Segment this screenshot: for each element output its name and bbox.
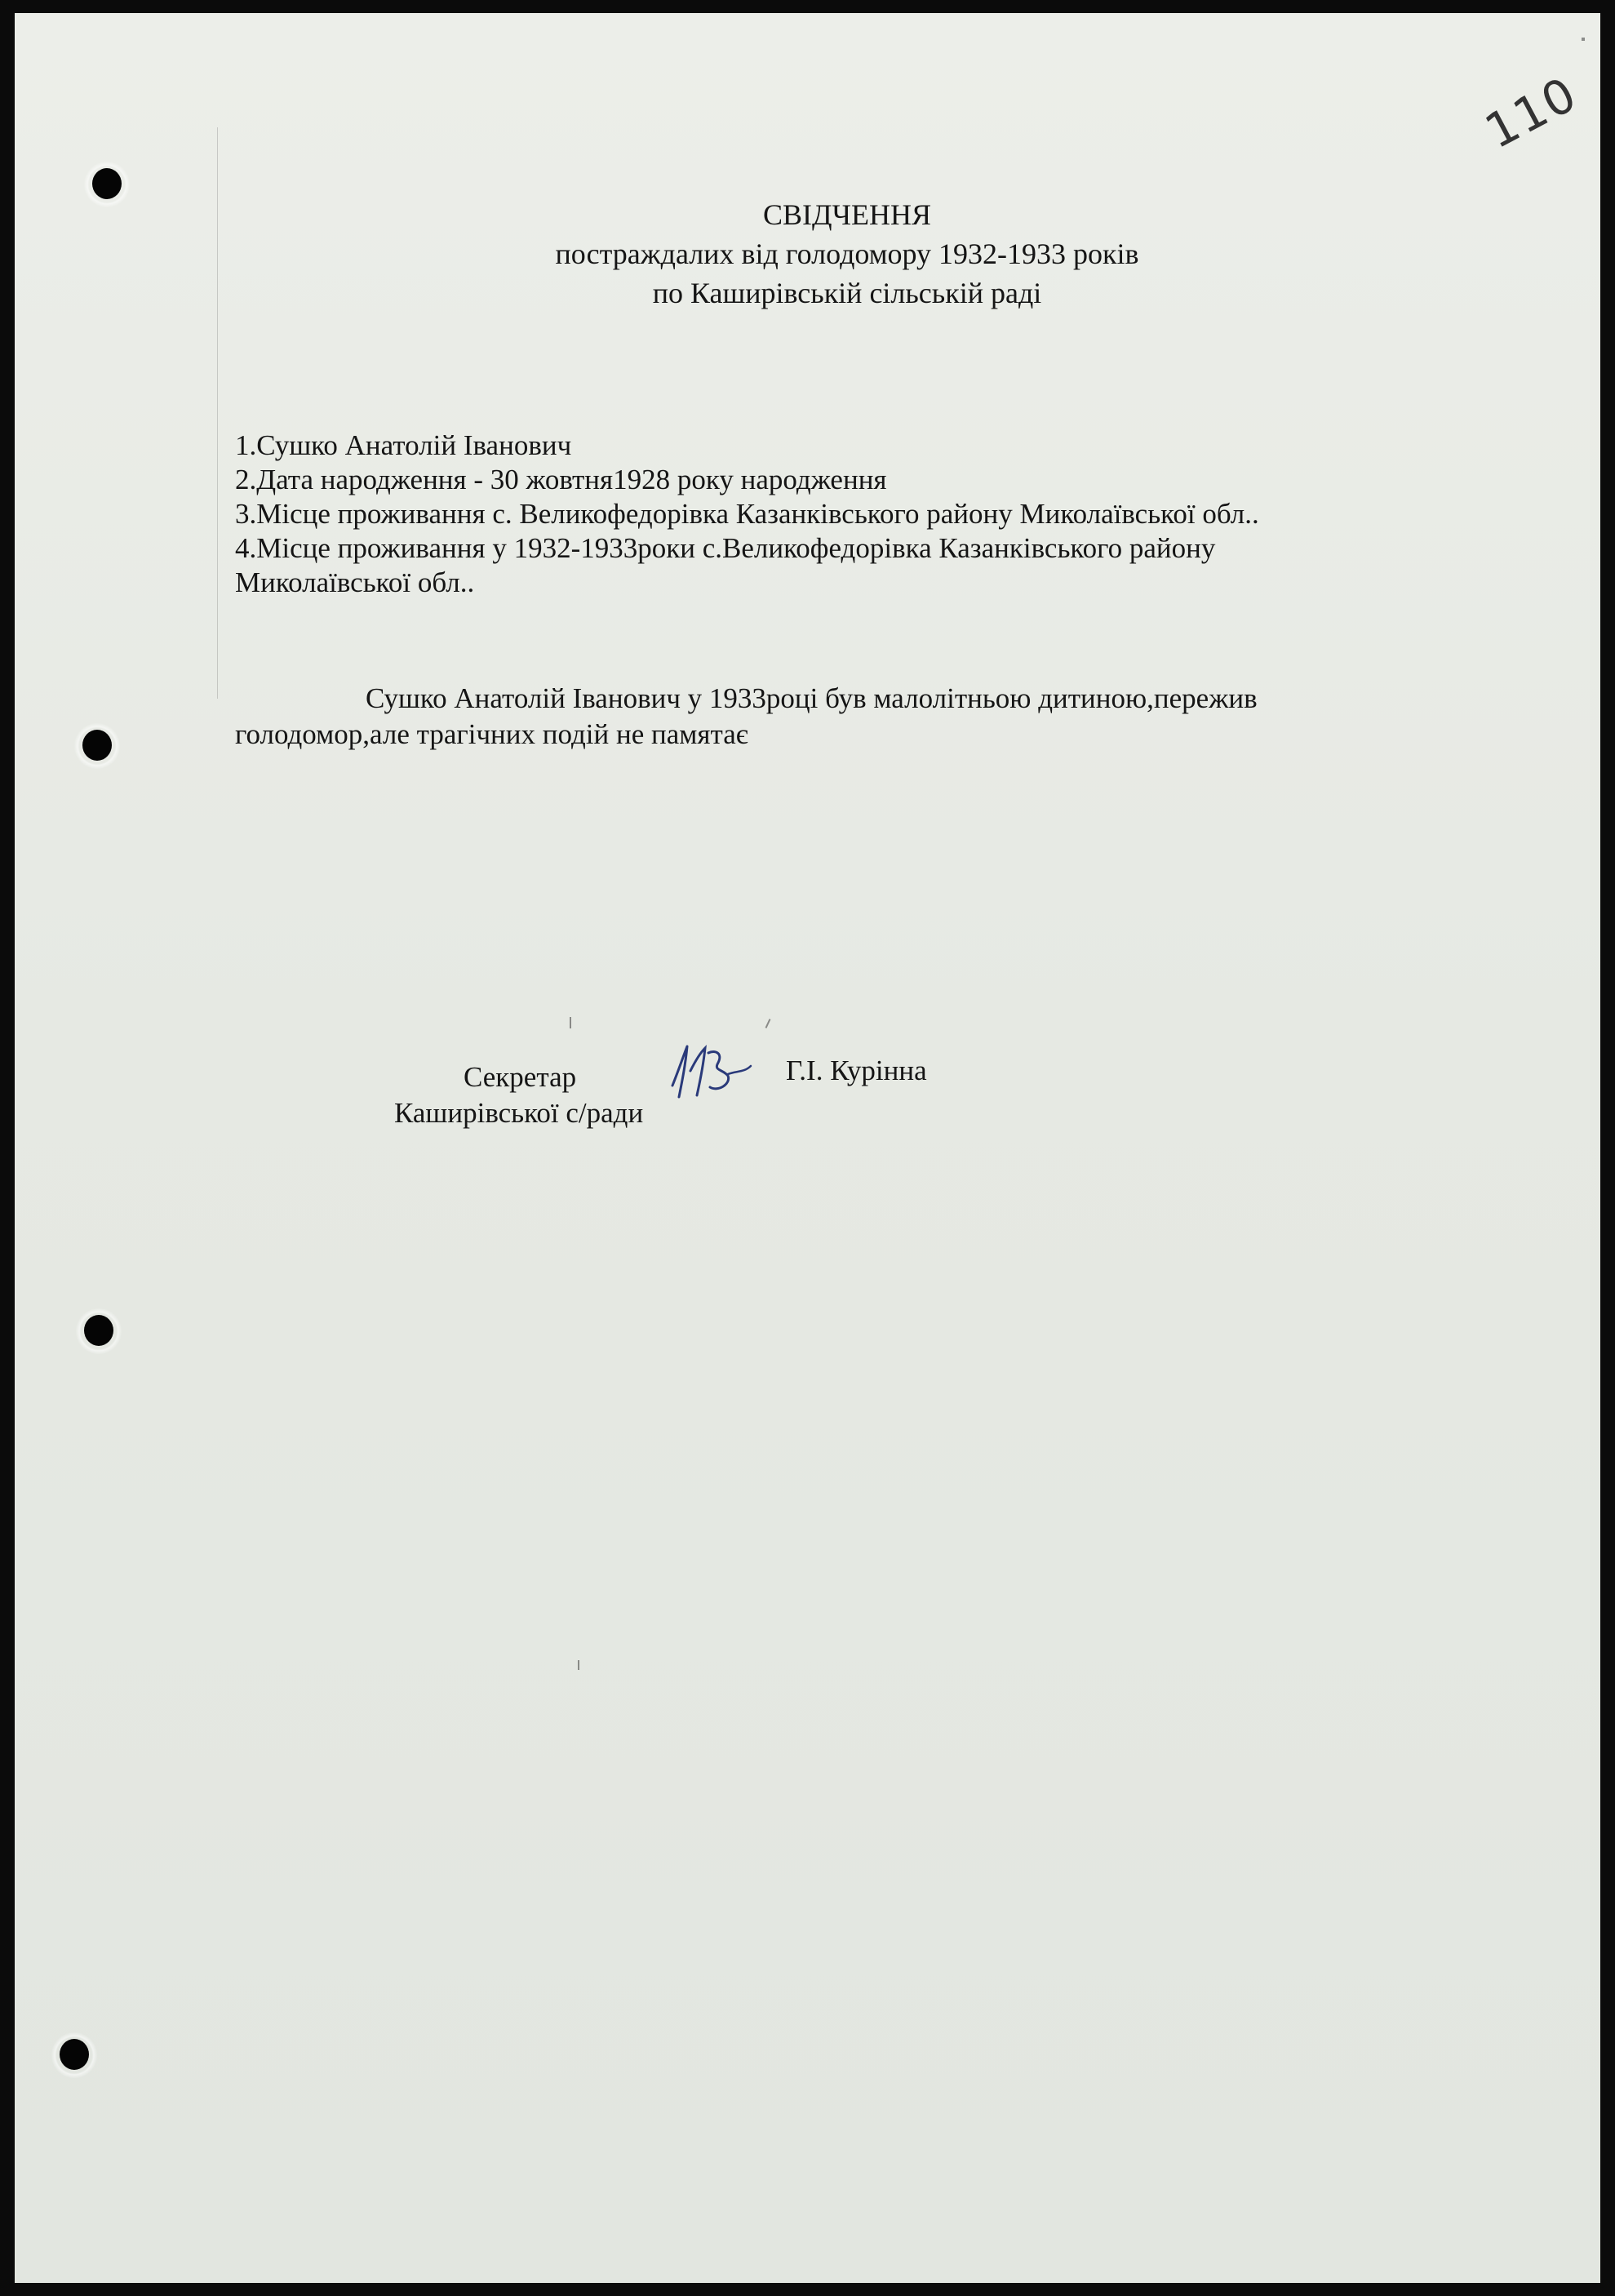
scan-mark: [570, 1017, 571, 1028]
testimony-paragraph: голодомор,але трагічних подій не памятає: [235, 718, 748, 750]
signatory-name: Г.І. Курінна: [786, 1055, 927, 1086]
scan-mark: [578, 1660, 579, 1670]
list-item: 2.Дата народження - 30 жовтня1928 року народження: [235, 464, 887, 495]
punch-hole: [60, 2039, 89, 2070]
punch-hole: [92, 168, 122, 199]
document-subtitle: по Каширівській сільській раді: [652, 277, 1042, 309]
signature-position-title: Секретар: [464, 1061, 577, 1093]
list-item: 4.Місце проживання у 1932-1933роки с.Великофедорівка Казанківського району: [235, 532, 1216, 564]
testimony-paragraph: Сушко Анатолій Іванович у 1933році був малолітньою дитиною,пережив: [366, 682, 1258, 714]
signature-organization: Каширівської с/ради: [394, 1097, 644, 1129]
document-sheet: [15, 13, 1600, 2283]
list-item: Миколаївської обл..: [235, 566, 475, 598]
scan-mark: [1582, 38, 1585, 41]
document-title: СВІДЧЕННЯ: [763, 198, 931, 231]
scan-mark: [765, 1019, 771, 1028]
list-item: 3.Місце проживання с. Великофедорівка Казанківського району Миколаївської обл..: [235, 498, 1259, 530]
page-number: 110: [1475, 65, 1586, 160]
punch-hole: [84, 1315, 113, 1346]
handwritten-signature: [666, 1038, 764, 1112]
punch-hole: [82, 730, 112, 761]
list-item: 1.Сушко Анатолій Іванович: [235, 429, 572, 461]
document-subtitle: постраждалих від голодомору 1932-1933 років: [555, 238, 1139, 270]
